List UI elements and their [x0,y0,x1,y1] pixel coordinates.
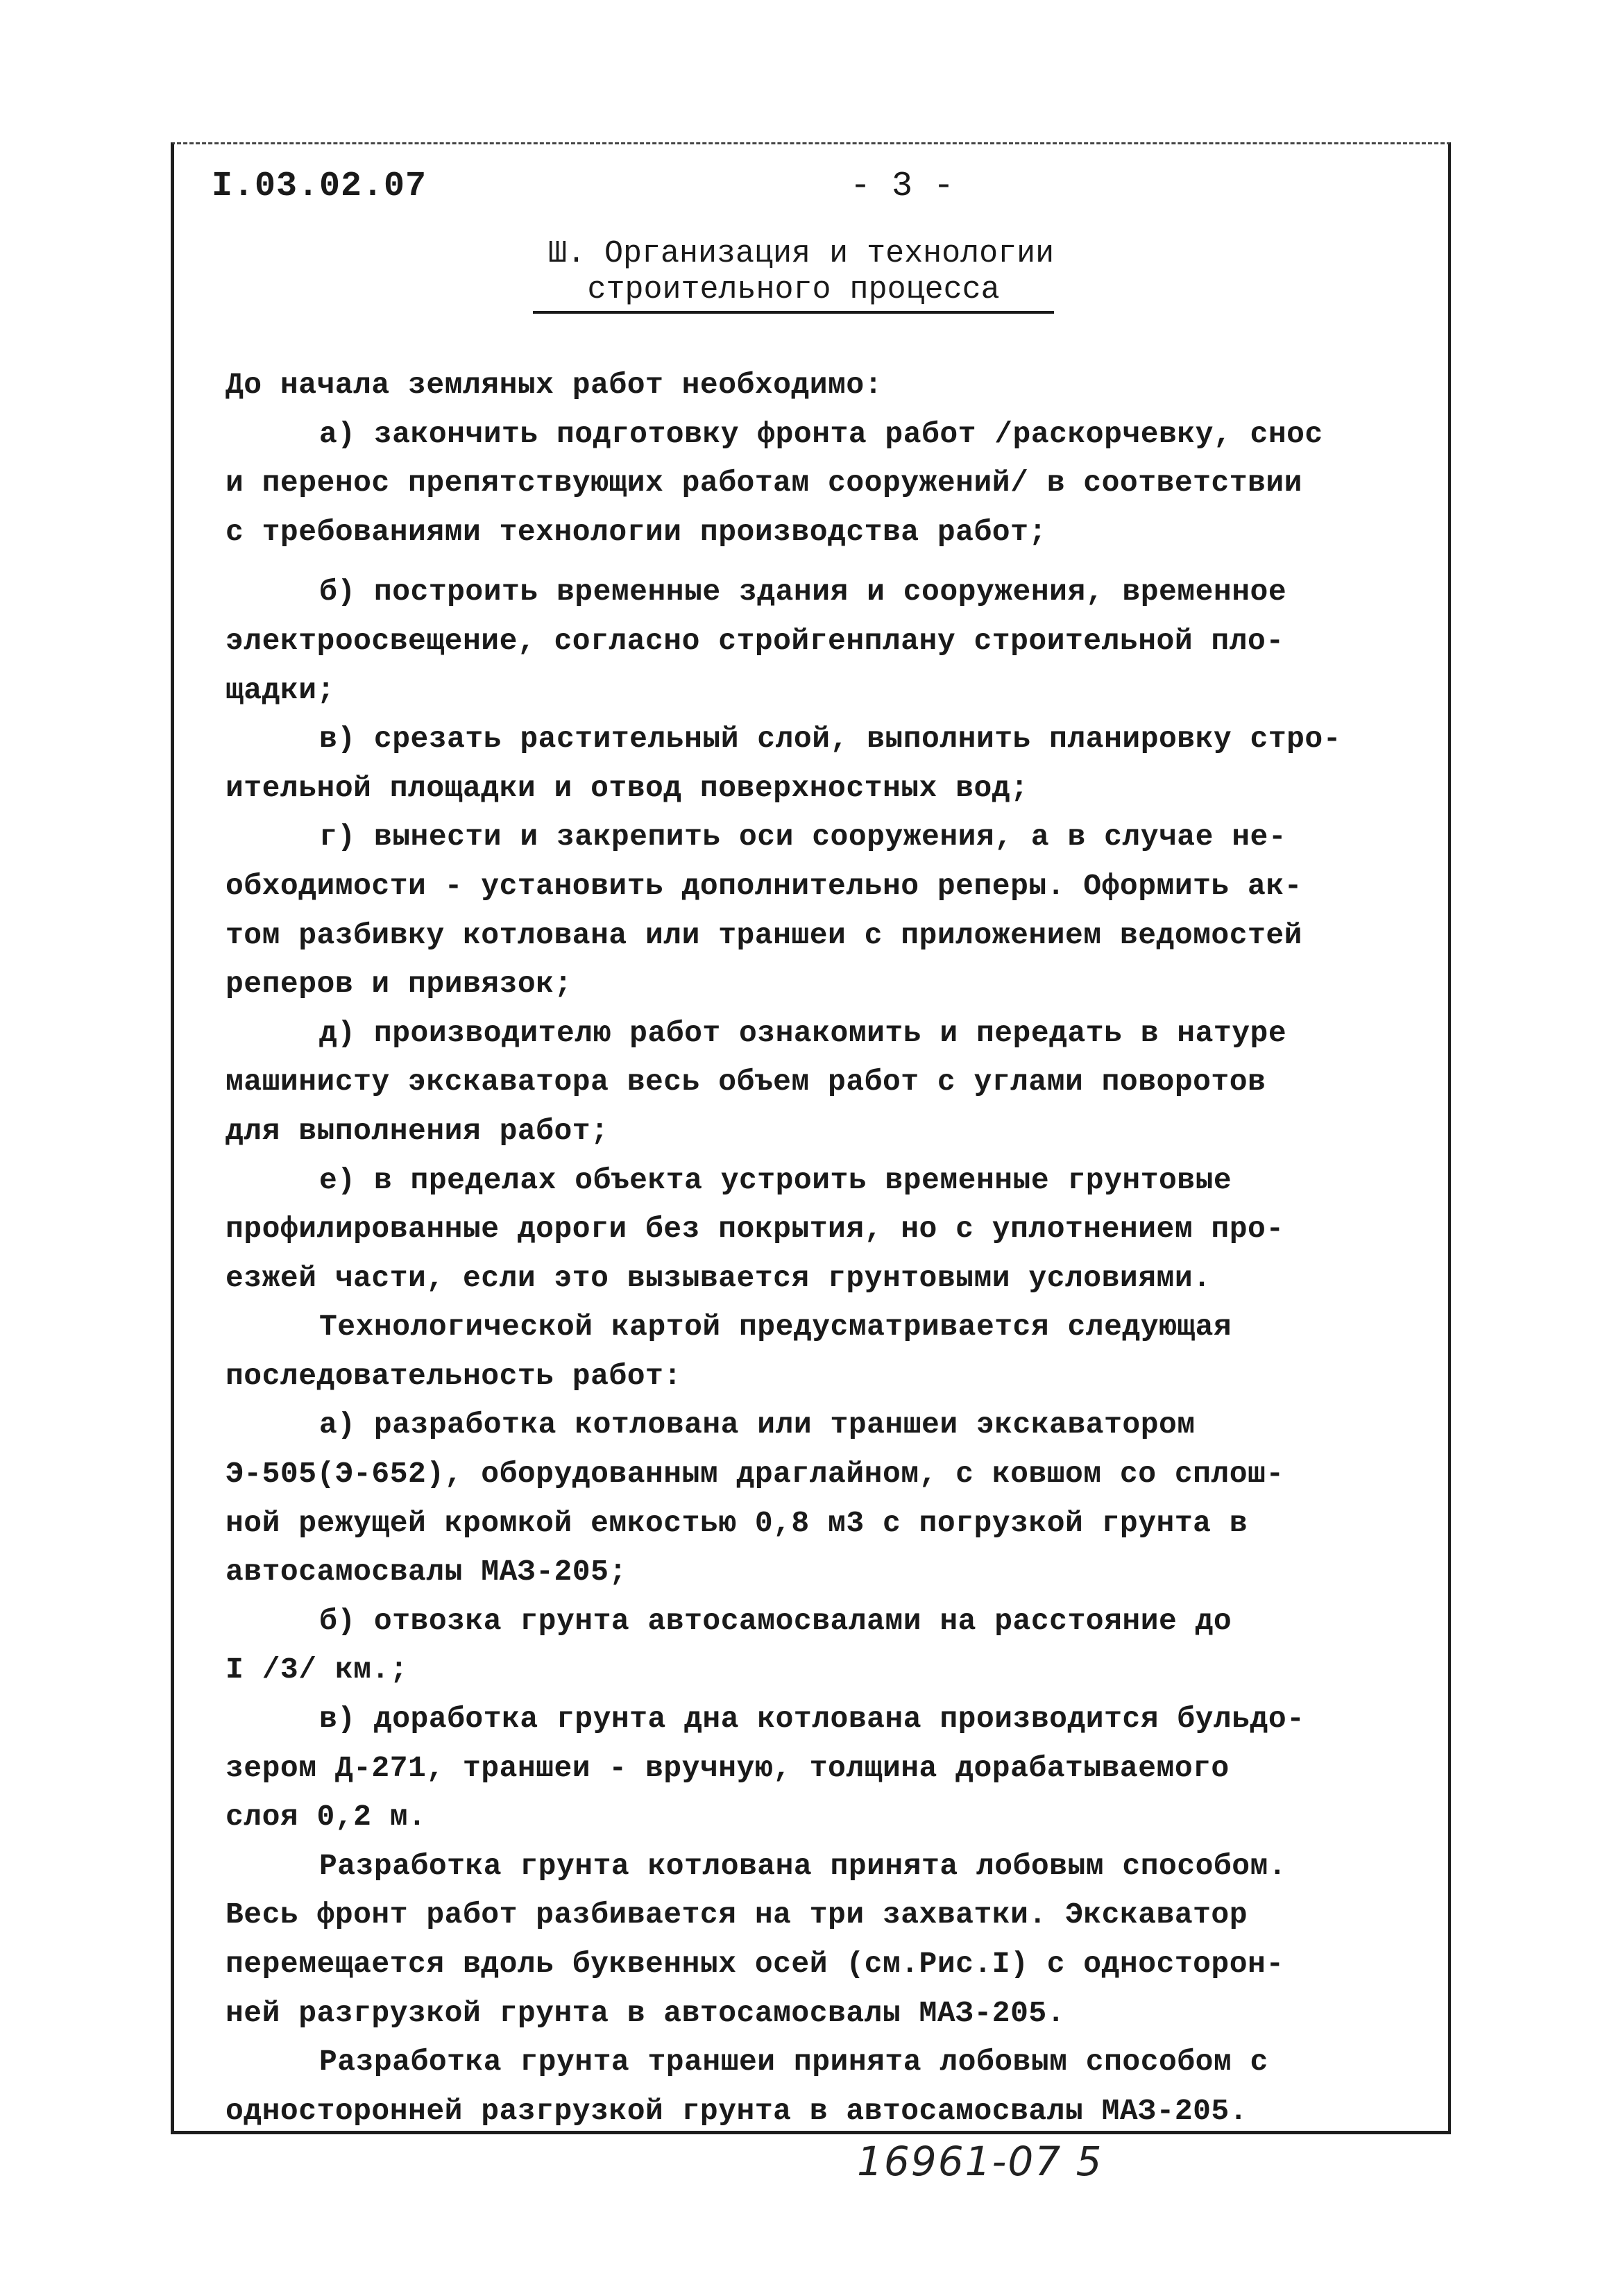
text-line: том разбивку котлована или траншеи с приложением ведомостей [226,918,1302,952]
text-line: последовательность работ: [226,1358,682,1393]
text-line: ной режущей кромкой емкостью 0,8 м3 с погрузкой грунта в [226,1505,1248,1540]
text-line: Технологической картой предусматривается следующая [319,1310,1232,1344]
text-line: а) разработка котлована или траншеи экскаватором [319,1408,1196,1442]
text-line: д) производителю работ ознакомить и передать в натуре [319,1015,1287,1050]
page-number: - 3 - [850,167,955,206]
text-line: обходимости - установить дополнительно реперы. Оформить ак- [226,868,1302,903]
section-title-line1: Ш. Организация и технологии [548,236,1055,271]
text-line: односторонней разгрузкой грунта в автосамосвалы МАЗ-205. [226,2093,1248,2128]
text-line: реперов и привязок; [226,967,572,1002]
text-line: перемещается вдоль буквенных осей (см.Рис.I) с односторон- [226,1947,1284,1981]
text-line: электроосвещение, согласно стройгенплану строительной пло- [226,623,1284,658]
text-line: машинисту экскаватора весь объем работ с углами поворотов [226,1065,1266,1099]
section-title [548,236,1054,314]
text-line: I /3/ км.; [226,1653,409,1687]
text-line: Э-505(Э-652), оборудованным драглайном, с ковшом со сплош- [226,1457,1284,1492]
text-line: езжей части, если это вызывается грунтовыми условиями. [226,1260,1212,1295]
text-line: ительной площадки и отвод поверхностных вод; [226,770,1029,805]
text-line: для выполнения работ; [226,1113,609,1148]
text-line: щадки; [226,673,335,707]
text-line: в) доработка грунта дна котлована производится бульдо- [319,1702,1305,1737]
document-code: I.03.02.07 [212,167,427,206]
body-text [226,361,1405,2136]
text-line: в) срезать растительный слой, выполнить планировку стро- [319,722,1342,757]
text-line: профилированные дороги без покрытия, но с уплотнением про- [226,1212,1284,1247]
text-line: Весь фронт работ разбивается на три захватки. Экскаватор [226,1898,1248,1932]
text-line: с требованиями технологии производства работ; [226,514,1047,549]
text-line: а) закончить подготовку фронта работ /раскорчевку, снос [319,416,1323,451]
section-title-line2: строительного процесса [533,272,1054,314]
text-line: е) в пределах объекта устроить временные грунтовые [319,1163,1232,1197]
text-line: б) построить временные здания и сооружения, временное [319,575,1287,609]
paragraph-gap [226,557,1405,568]
text-line: ней разгрузкой грунта в автосамосвалы МАЗ-205. [226,1995,1065,2030]
text-line: До начала земляных работ необходимо: [226,368,883,402]
text-line: Разработка грунта котлована принята лобовым способом. [319,1848,1287,1883]
text-line: Разработка грунта траншеи принята лобовым способом с [319,2045,1268,2079]
text-line: автосамосвалы МАЗ-205; [226,1555,627,1589]
text-line: б) отвозка грунта автосамосвалами на расстояние до [319,1603,1232,1638]
text-line: г) вынести и закрепить оси сооружения, а в случае не- [319,820,1287,854]
text-line: зером Д-271, траншеи - вручную, толщина дорабатываемого [226,1750,1230,1785]
text-line: слоя 0,2 м. [226,1800,427,1834]
text-line: и перенос препятствующих работам сооружений/ в соответствии [226,466,1302,500]
handwritten-reference: 16961-07 5 [857,2138,1103,2185]
